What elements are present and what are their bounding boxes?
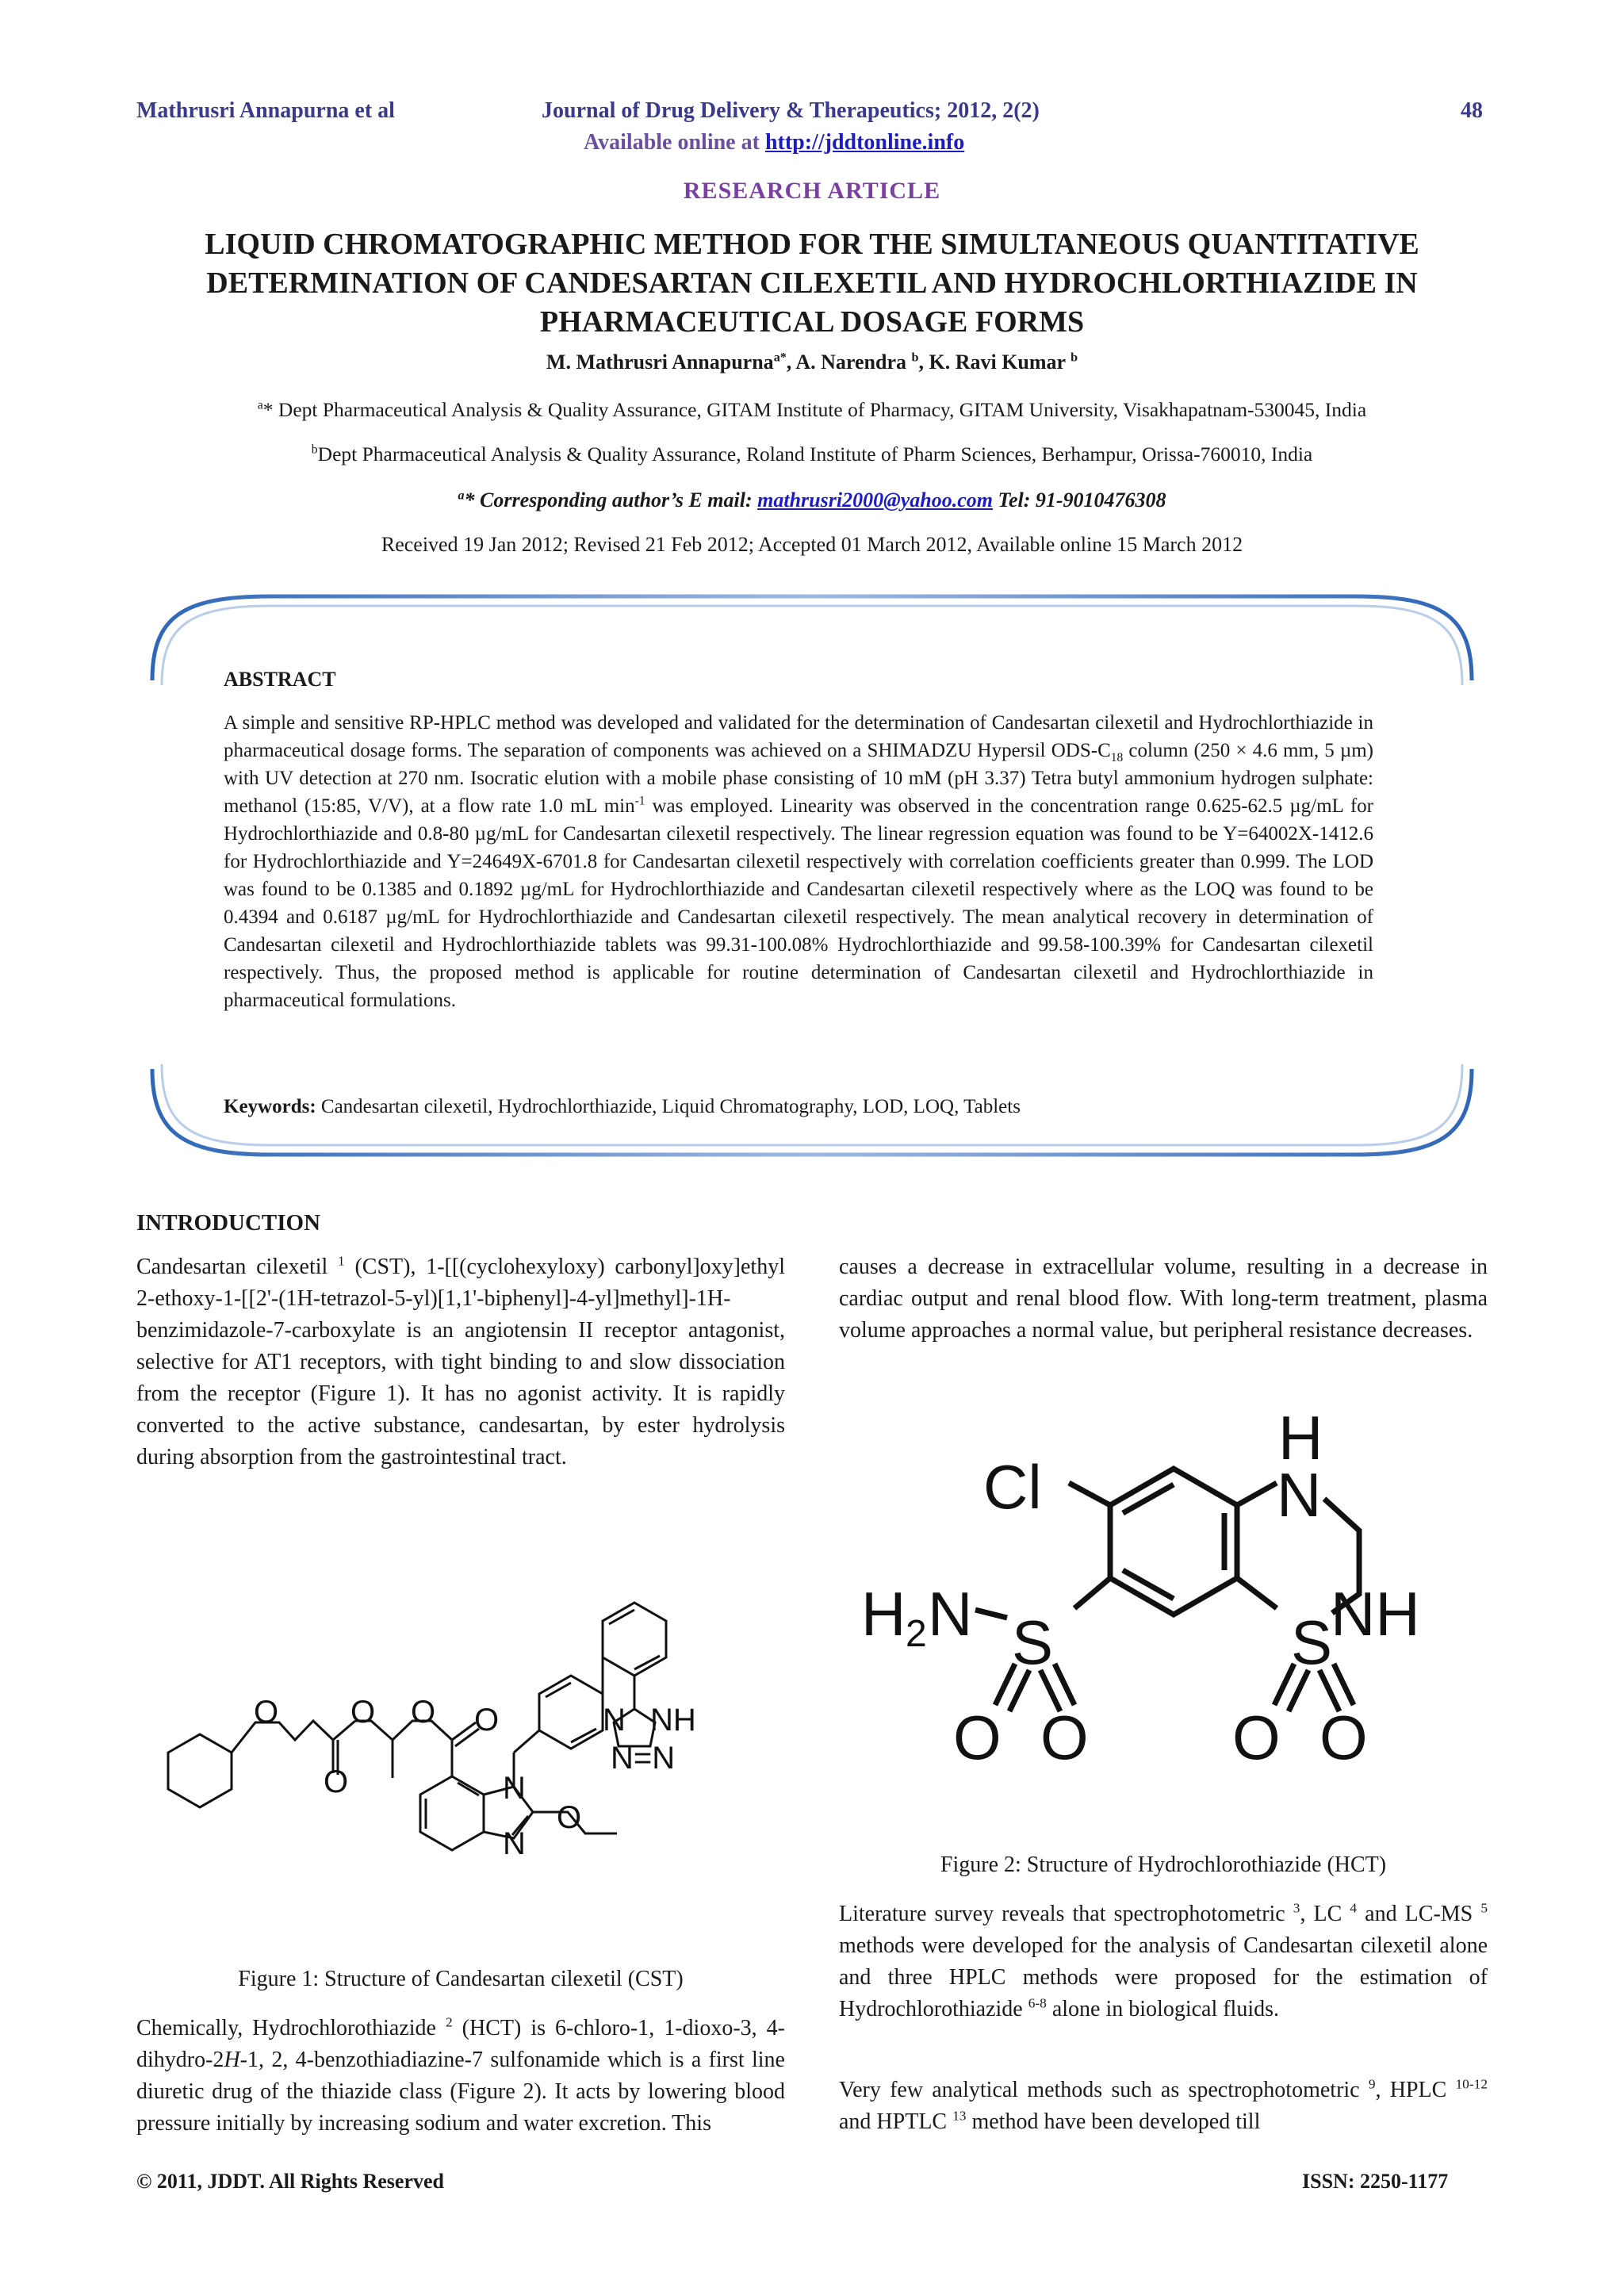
ring-s-bond bbox=[1237, 1578, 1277, 1608]
abstract-part-1: A simple and sensitive RP-HPLC method was developed and validated for the determination of Candesartan cilexetil and Hydrochlorthiazide in pharmaceutical dosage forms. The separation of components was achieved on a SHIMADZU Hypersil ODS-C bbox=[224, 712, 1373, 761]
abstract-part-2: column (250 × 4.6 mm, 5 µm) with UV detection at 270 nm. Isocratic elution with a mobile phase consisting of 10 mM (pH 3.37) Tetra butyl ammonium hydrogen sulphate: methanol (15:85, V/V), at a flow rate 1.0 mL min bbox=[224, 740, 1373, 817]
figure-2-caption: Figure 2: Structure of Hydrochlorothiazide (HCT) bbox=[940, 1852, 1387, 1877]
ref-10-12: 10-12 bbox=[1455, 2076, 1488, 2092]
article-type-label: RESEARCH ARTICLE bbox=[683, 178, 941, 204]
running-journal: Journal of Drug Delivery & Therapeutics; 2012, 2(2) bbox=[542, 98, 1040, 123]
fig1-carbonyl-o-1: O bbox=[324, 1764, 349, 1799]
intro-left-p2-b: (HCT) is 6-chloro-1, 1-dioxo-3, 4-dihydro-2 bbox=[136, 2016, 785, 2072]
ref-4: 4 bbox=[1350, 1900, 1358, 1916]
author-2-affil: b bbox=[911, 351, 919, 365]
figure-2-structure bbox=[856, 1412, 1491, 1824]
ref-13: 13 bbox=[952, 2108, 967, 2124]
introduction-heading: INTRODUCTION bbox=[136, 1210, 321, 1236]
abstract-body bbox=[224, 709, 1373, 1014]
figure-1-structure bbox=[135, 1538, 793, 1951]
corresponding-tel: Tel: 91-9010476308 bbox=[992, 489, 1166, 511]
intro-left-p2-c: -1, 2, 4-benzothiadiazine-7 sulfonamide which is a first line diuretic drug of the thiazide class (Figure 2). It acts by lowering blood pressure initially by increasing sodium and water excretion. This bbox=[136, 2048, 785, 2136]
abstract-part-3: was employed. Linearity was observed in the concentration range 0.625-62.5 µg/mL for Hydrochlorthiazide and 0.8-80 µg/mL for Candesartan cilexetil respectively. The linear regression equation was found to be Y=64002X-1412.6 for Hydrochlorthiazide and Y=24649X-6701.8 for Candesartan cilexetil respectively with correlation coefficients greater than 0.999. The LOD was found to be 0.1385 and 0.1892 µg/mL for Hydrochlorthiazide and Candesartan cilexetil respectively where as the LOQ was found to be 0.4394 and 0.6187 µg/mL for Hydrochlorthiazide and Candesartan cilexetil respectively. The mean analytical recovery in determination of Candesartan cilexetil and Hydrochlorthiazide tablets was 99.31-100.08% Hydrochlorthiazide and 99.58-100.39% for Candesartan cilexetil respectively. Thus, the proposed method is applicable for routine determination of Candesartan cilexetil and Hydrochlorthiazide in pharmaceutical formulations. bbox=[224, 795, 1373, 1011]
biphenyl-lower-ring bbox=[539, 1676, 603, 1749]
left-s-bond bbox=[1074, 1578, 1110, 1608]
journal-url-link[interactable]: http://jddtonline.info bbox=[764, 130, 965, 155]
intro-right-p3-b: , HPLC bbox=[1375, 2078, 1456, 2102]
intro-left-p2-a: Chemically, Hydrochlorothiazide bbox=[136, 2016, 446, 2040]
ref-2: 2 bbox=[445, 2014, 453, 2030]
intro-left-p1-a: Candesartan cilexetil bbox=[136, 1255, 339, 1279]
fig1-carbonyl-o-2: O bbox=[474, 1703, 500, 1738]
fig2-o-4: O bbox=[1320, 1703, 1368, 1772]
fig1-tetrazole-nn: N=N bbox=[611, 1741, 676, 1776]
ring-n-bond bbox=[1237, 1483, 1277, 1505]
intro-right-p2-a: Literature survey reveals that spectrophotometric bbox=[839, 1902, 1293, 1926]
ref-6-8: 6-8 bbox=[1028, 1995, 1047, 2011]
corresponding-marker: a bbox=[458, 489, 465, 503]
abstract-heading: ABSTRACT bbox=[224, 668, 336, 691]
intro-right-p2-c: and LC-MS bbox=[1357, 1902, 1481, 1926]
fig2-n-top: N bbox=[1277, 1460, 1322, 1530]
available-online-label: Available online at bbox=[584, 130, 765, 155]
fig2-h2n-2: 2 bbox=[906, 1613, 927, 1655]
intro-right-p3-c: and HPTLC bbox=[839, 2109, 953, 2134]
keywords-label: Keywords: bbox=[224, 1096, 316, 1117]
fig1-ethoxy-o: O bbox=[557, 1800, 582, 1835]
corresponding-label: * Corresponding author’s E mail: bbox=[464, 489, 758, 511]
affiliation-a bbox=[32, 398, 1592, 422]
fig2-h2n-n: N bbox=[928, 1579, 973, 1649]
biphenyl-upper-ring bbox=[603, 1603, 666, 1676]
intro-right-p3-d: method have been developed till bbox=[966, 2109, 1261, 2134]
flow-rate-exponent: -1 bbox=[634, 794, 645, 808]
intro-right-p2-e: alone in biological fluids. bbox=[1046, 1997, 1280, 2021]
intro-right-p2-d: methods were developed for the analysis of Candesartan cilexetil alone and three HPLC methods were proposed for the estimation of Hydrochlorothiazide bbox=[839, 1933, 1488, 2021]
cl-bond bbox=[1069, 1483, 1110, 1505]
intro-right-paragraph-2 bbox=[839, 1898, 1488, 2025]
affiliation-b-text: Dept Pharmaceutical Analysis & Quality Assurance, Roland Institute of Pharm Sciences, Berhampur, Orissa-760010, India bbox=[317, 443, 1313, 466]
ref-3: 3 bbox=[1293, 1900, 1300, 1916]
author-2: , A. Narendra bbox=[786, 351, 912, 374]
author-3-affil: b bbox=[1071, 351, 1078, 365]
fig1-ether-o-1: O bbox=[254, 1695, 279, 1730]
fig2-o-2: O bbox=[1040, 1703, 1089, 1772]
footer-copyright: © 2011, JDDT. All Rights Reserved bbox=[136, 2170, 444, 2193]
author-3: , K. Ravi Kumar bbox=[918, 351, 1071, 374]
corresponding-author bbox=[0, 489, 1624, 512]
intro-left-p2-italic: H bbox=[224, 2048, 240, 2072]
ch2-phenyl-bond bbox=[514, 1730, 539, 1753]
fig2-h2n-h: H bbox=[861, 1579, 906, 1649]
page-number: 48 bbox=[1461, 98, 1483, 123]
title-line-3: PHARMACEUTICAL DOSAGE FORMS bbox=[539, 305, 1085, 339]
fig2-nh-label: NH bbox=[1331, 1579, 1420, 1649]
fig2-s-left: S bbox=[1012, 1607, 1054, 1677]
fig1-ether-o-2: O bbox=[350, 1695, 376, 1730]
author-1-affil: a* bbox=[773, 351, 787, 365]
article-title bbox=[79, 225, 1545, 342]
intro-right-paragraph-3 bbox=[839, 2075, 1488, 2138]
keywords bbox=[224, 1096, 1373, 1118]
fig1-tetrazole-n: N bbox=[603, 1703, 626, 1738]
keywords-text: Candesartan cilexetil, Hydrochlorthiazide, Liquid Chromatography, LOD, LOQ, Tablets bbox=[316, 1096, 1021, 1117]
affiliation-b-marker: b bbox=[311, 443, 318, 457]
author-1: M. Mathrusri Annapurna bbox=[546, 351, 774, 374]
fig1-n-top: N bbox=[503, 1771, 526, 1806]
ref-1: 1 bbox=[338, 1253, 345, 1269]
affiliation-b bbox=[32, 443, 1592, 466]
ref-9: 9 bbox=[1368, 2076, 1376, 2092]
fig2-o-3: O bbox=[1232, 1703, 1281, 1772]
available-online-line bbox=[584, 130, 964, 155]
ester-chain bbox=[232, 1721, 333, 1773]
fig1-tetrazole-nh: NH bbox=[650, 1703, 696, 1738]
affiliation-a-text: * Dept Pharmaceutical Analysis & Quality Assurance, GITAM Institute of Pharmacy, GITAM University, Visakhapatnam-530045, India bbox=[262, 398, 1367, 421]
fig2-h-label: H bbox=[1278, 1412, 1323, 1473]
ester-double-bond bbox=[452, 1722, 476, 1740]
cyclohexane-ring bbox=[168, 1734, 232, 1807]
figure-1-caption: Figure 1: Structure of Candesartan cilexetil (CST) bbox=[238, 1967, 684, 1991]
running-author: Mathrusri Annapurna et al bbox=[136, 98, 395, 123]
h2n-s-bond bbox=[975, 1610, 1007, 1618]
author-list bbox=[0, 351, 1624, 374]
title-line-1: LIQUID CHROMATOGRAPHIC METHOD FOR THE SIMULTANEOUS QUANTITATIVE bbox=[205, 228, 1419, 261]
corresponding-email-link[interactable]: mathrusri2000@yahoo.com bbox=[757, 489, 993, 511]
fig2-s-right: S bbox=[1291, 1607, 1333, 1677]
column-subscript: 18 bbox=[1110, 751, 1124, 764]
intro-left-paragraph-1 bbox=[136, 1251, 785, 1473]
benzimidazole-benzene bbox=[420, 1776, 484, 1850]
intro-right-p2-b: , LC bbox=[1300, 1902, 1350, 1926]
ref-5: 5 bbox=[1480, 1900, 1488, 1916]
fig1-ether-o-3: O bbox=[411, 1695, 436, 1730]
fig2-cl-label: Cl bbox=[983, 1452, 1042, 1522]
title-line-2: DETERMINATION OF CANDESARTAN CILEXETIL AND HYDROCHLORTHIAZIDE IN bbox=[206, 266, 1418, 300]
intro-left-paragraph-2 bbox=[136, 2013, 785, 2140]
intro-left-p1-b: (CST), 1-[[(cyclohexyloxy) carbonyl]oxy]ethyl 2-ethoxy-1-[[2'-(1H-tetrazol-5-yl)[1,1'-biphenyl]-4-yl]methyl]-1H-benzimidazole-7-carboxylate is an angiotensin II receptor antagonist, selective for AT1 receptors, with tight binding to and slow dissociation from the receptor (Figure 1). It has no agonist activity. It is rapidly converted to the active substance, candesartan, by ester hydrolysis during absorption from the gastrointestinal tract. bbox=[136, 1255, 785, 1469]
intro-right-p3-a: Very few analytical methods such as spectrophotometric bbox=[839, 2078, 1369, 2102]
article-dates: Received 19 Jan 2012; Revised 21 Feb 2012; Accepted 01 March 2012, Available online 15 March 2012 bbox=[381, 533, 1243, 556]
footer-issn: ISSN: 2250-1177 bbox=[1302, 2170, 1449, 2193]
intro-right-paragraph-1: causes a decrease in extracellular volume, resulting in a decrease in cardiac output and renal blood flow. With long-term treatment, plasma volume approaches a normal value, but peripheral resistance decreases. bbox=[839, 1255, 1488, 1343]
benzene-ring bbox=[1110, 1469, 1237, 1615]
affiliation-a-marker: a bbox=[257, 398, 263, 412]
fig2-o-1: O bbox=[953, 1703, 1002, 1772]
fig1-n-bottom: N bbox=[503, 1826, 526, 1861]
